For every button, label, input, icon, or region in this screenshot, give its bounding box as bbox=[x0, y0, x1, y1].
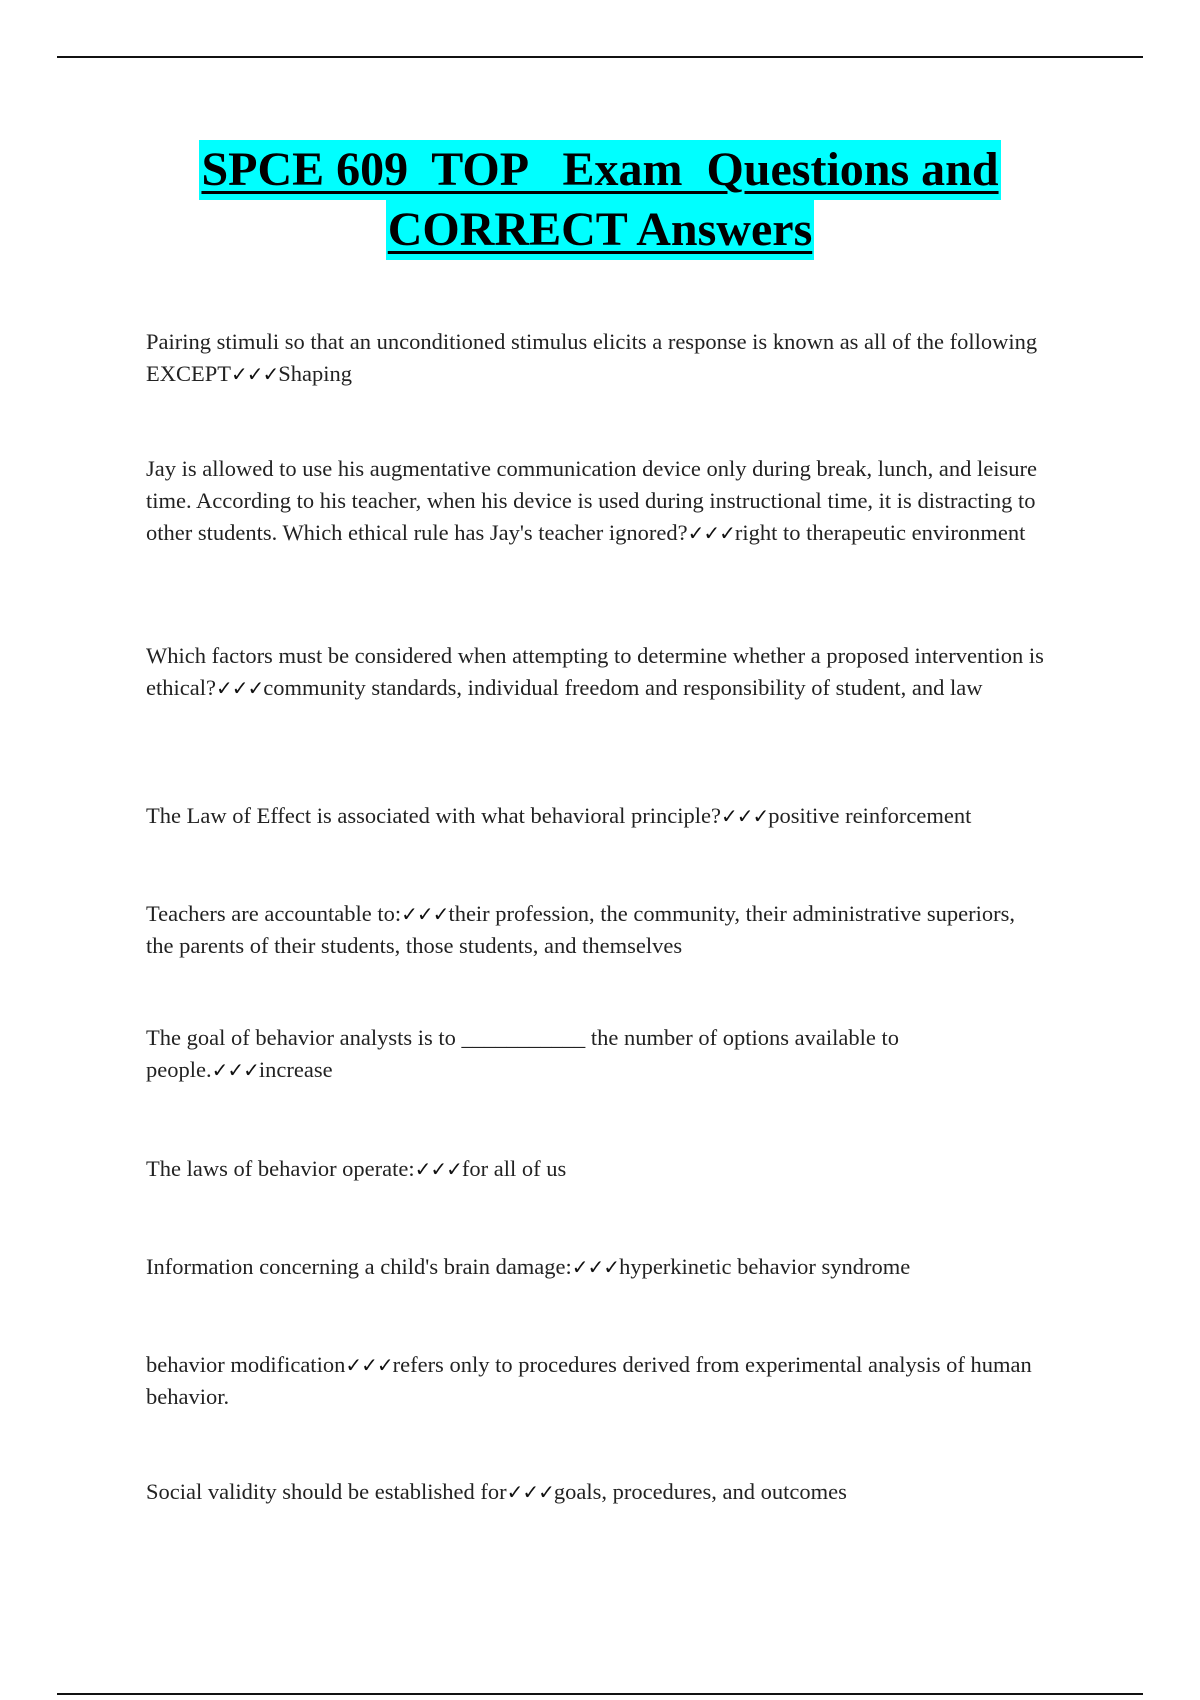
qa-item bbox=[146, 640, 1046, 704]
check-marks-icon: ✓✓✓ bbox=[231, 362, 279, 386]
answer-text: for all of us bbox=[461, 1156, 567, 1181]
check-marks-icon: ✓✓✓ bbox=[506, 1480, 554, 1504]
question-text: Information concerning a child's brain damage: bbox=[146, 1254, 572, 1279]
question-text: Pairing stimuli so that an unconditioned stimulus elicits a response is known as all of the following EXCEPT bbox=[146, 329, 1038, 386]
check-marks-icon: ✓✓✓ bbox=[215, 676, 264, 700]
check-marks-icon: ✓✓✓ bbox=[401, 902, 449, 926]
answer-text: right to therapeutic environment bbox=[734, 520, 1026, 545]
question-text: Jay is allowed to use his augmentative communication device only during break, lunch, and leisure time. According to his teacher, when his device is used during instructional time, it is distracting to other students. Which ethical rule has Jay's teacher ignored? bbox=[146, 456, 1038, 545]
check-marks-icon: ✓✓✓ bbox=[571, 1255, 620, 1279]
top-rule bbox=[57, 56, 1143, 58]
answer-text: hyperkinetic behavior syndrome bbox=[619, 1254, 911, 1279]
qa-item bbox=[146, 326, 1046, 390]
title-line-2 bbox=[0, 200, 1200, 260]
qa-item bbox=[146, 453, 1046, 549]
title-line-1 bbox=[0, 140, 1200, 200]
qa-item bbox=[146, 1022, 1046, 1086]
qa-item bbox=[146, 898, 1046, 962]
qa-item bbox=[146, 800, 1046, 832]
title-line-2-text: CORRECT Answers bbox=[386, 200, 815, 260]
qa-item bbox=[146, 1251, 1046, 1283]
question-text: The goal of behavior analysts is to ___________ the number of options available to people. bbox=[146, 1025, 899, 1082]
qa-item bbox=[146, 1476, 1046, 1508]
answer-text: positive reinforcement bbox=[768, 803, 972, 828]
check-marks-icon: ✓✓✓ bbox=[414, 1157, 462, 1181]
question-text: The laws of behavior operate: bbox=[146, 1156, 415, 1181]
title-line-1-text: SPCE 609 TOP Exam Questions and bbox=[199, 140, 1000, 200]
answer-text: their profession, the community, their administrative superiors, the parents of their students, those students, and themselves bbox=[146, 901, 1015, 958]
qa-item bbox=[146, 1349, 1046, 1413]
check-marks-icon: ✓✓✓ bbox=[687, 521, 735, 545]
answer-text: Shaping bbox=[278, 361, 353, 386]
answer-text: goals, procedures, and outcomes bbox=[553, 1479, 847, 1504]
bottom-rule bbox=[57, 1693, 1143, 1695]
answer-text: refers only to procedures derived from experimental analysis of human behavior. bbox=[146, 1352, 1032, 1409]
document-title bbox=[0, 140, 1200, 260]
answer-text: community standards, individual freedom and responsibility of student, and law bbox=[263, 675, 983, 700]
check-marks-icon: ✓✓✓ bbox=[721, 804, 769, 828]
question-text: Social validity should be established for bbox=[146, 1479, 507, 1504]
check-marks-icon: ✓✓✓ bbox=[211, 1058, 259, 1082]
question-text: behavior modification bbox=[146, 1352, 346, 1377]
check-marks-icon: ✓✓✓ bbox=[345, 1353, 393, 1377]
question-text: Teachers are accountable to: bbox=[146, 901, 402, 926]
question-text: Which factors must be considered when attempting to determine whether a proposed intervention is ethical? bbox=[146, 643, 1044, 700]
qa-item bbox=[146, 1153, 1046, 1185]
question-text: The Law of Effect is associated with what behavioral principle? bbox=[146, 803, 721, 828]
answer-text: increase bbox=[258, 1057, 333, 1082]
